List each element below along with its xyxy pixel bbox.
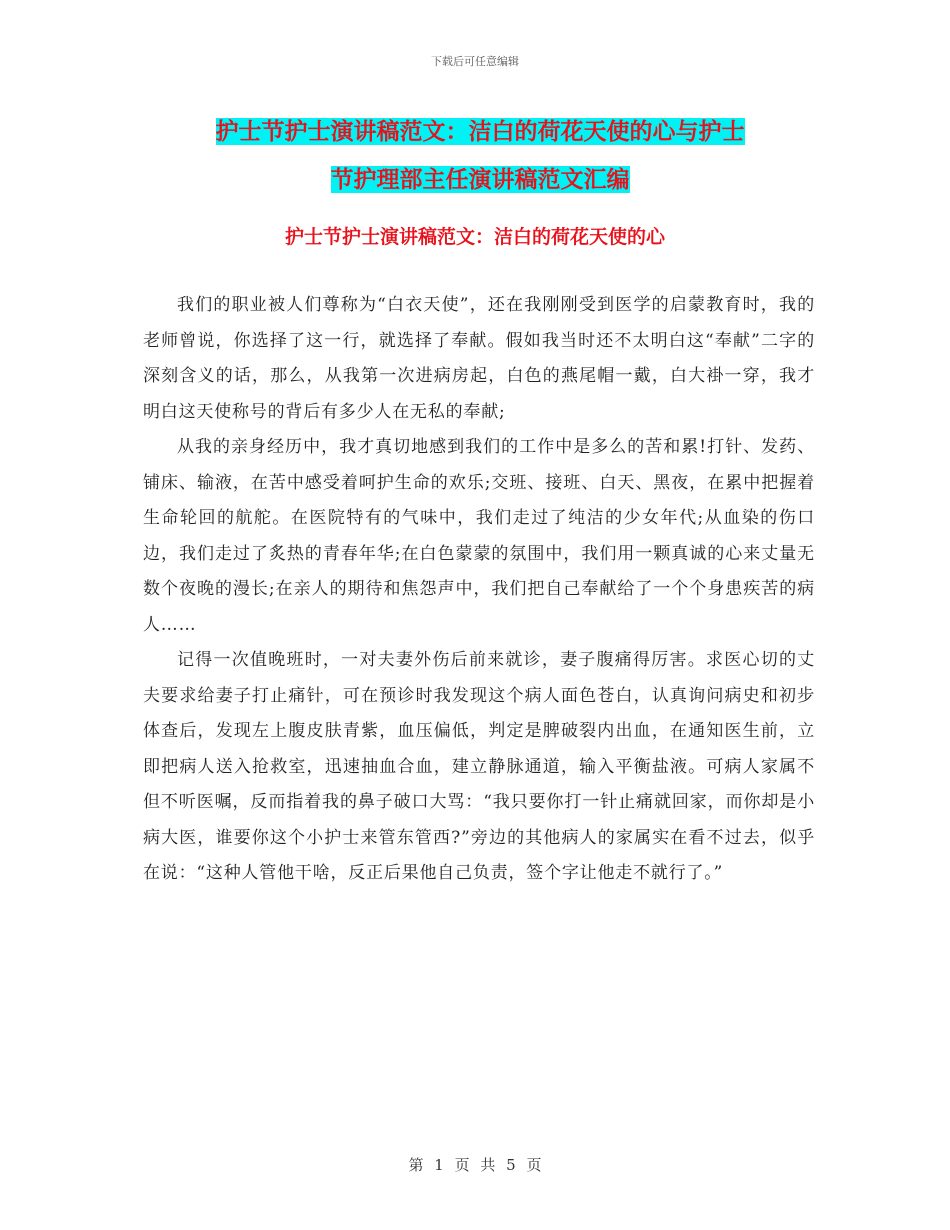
header-note: 下载后可任意编辑 xyxy=(431,55,519,68)
paragraph-3: 记得一次值晚班时，一对夫妻外伤后前来就诊，妻子腹痛得厉害。求医心切的丈夫要求给妻子打止痛针，可在预诊时我发现这个病人面色苍白，认真询问病史和初步体查后，发现左上腹皮肤青紫，血压偏低，判定是脾破裂内出血，在通知医生前，立即把病人送入抢救室，迅速抽血合血，建立静脉通道，输入平衡盐液。可病人家属不但不听医嘱，反而指着我的鼻子破口大骂：“我只要你打一针止痛就回家，而你却是小病大医，谁要你这个小护士来管东管西?”旁边的其他病人的家属实在看不过去，似乎在说：“这种人管他干啥，反正后果他自己负责，签个字让他走不就行了。” xyxy=(143,650,815,883)
document-title xyxy=(140,108,820,204)
section-title: 护士节护士演讲稿范文：洁白的荷花天使的心 xyxy=(284,226,665,248)
document-title-line-2 xyxy=(140,156,820,204)
document-title-line-1 xyxy=(140,108,820,156)
paragraph-1: 我们的职业被人们尊称为“白衣天使”，还在我刚刚受到医学的启蒙教育时，我的老师曾说，你选择了这一行，就选择了奉献。假如我当时还不太明白这“奉献”二字的深刻含义的话，那么，从我第一次进病房起，白色的燕尾帽一戴，白大褂一穿，我才明白这天使称号的背后有多少人在无私的奉献; xyxy=(143,295,815,422)
page-footer: 第 1 页 共 5 页 xyxy=(408,1156,542,1174)
title-highlight-2: 节护理部主任演讲稿范文汇编 xyxy=(330,166,630,193)
body-text xyxy=(143,288,815,892)
title-highlight-1: 护士节护士演讲稿范文：洁白的荷花天使的心与护士 xyxy=(215,118,745,145)
paragraph-2: 从我的亲身经历中，我才真切地感到我们的工作中是多么的苦和累!打针、发药、铺床、输液，在苦中感受着呵护生命的欢乐;交班、接班、白天、黑夜，在累中把握着生命轮回的航舵。在医院特有的气味中，我们走过了纯洁的少女年代;从血染的伤口边，我们走过了炙热的青春年华;在白色蒙蒙的氛围中，我们用一颗真诚的心来丈量无数个夜晚的漫长;在亲人的期待和焦怨声中，我们把自己奉献给了一个个身患疾苦的病人…… xyxy=(143,437,815,635)
